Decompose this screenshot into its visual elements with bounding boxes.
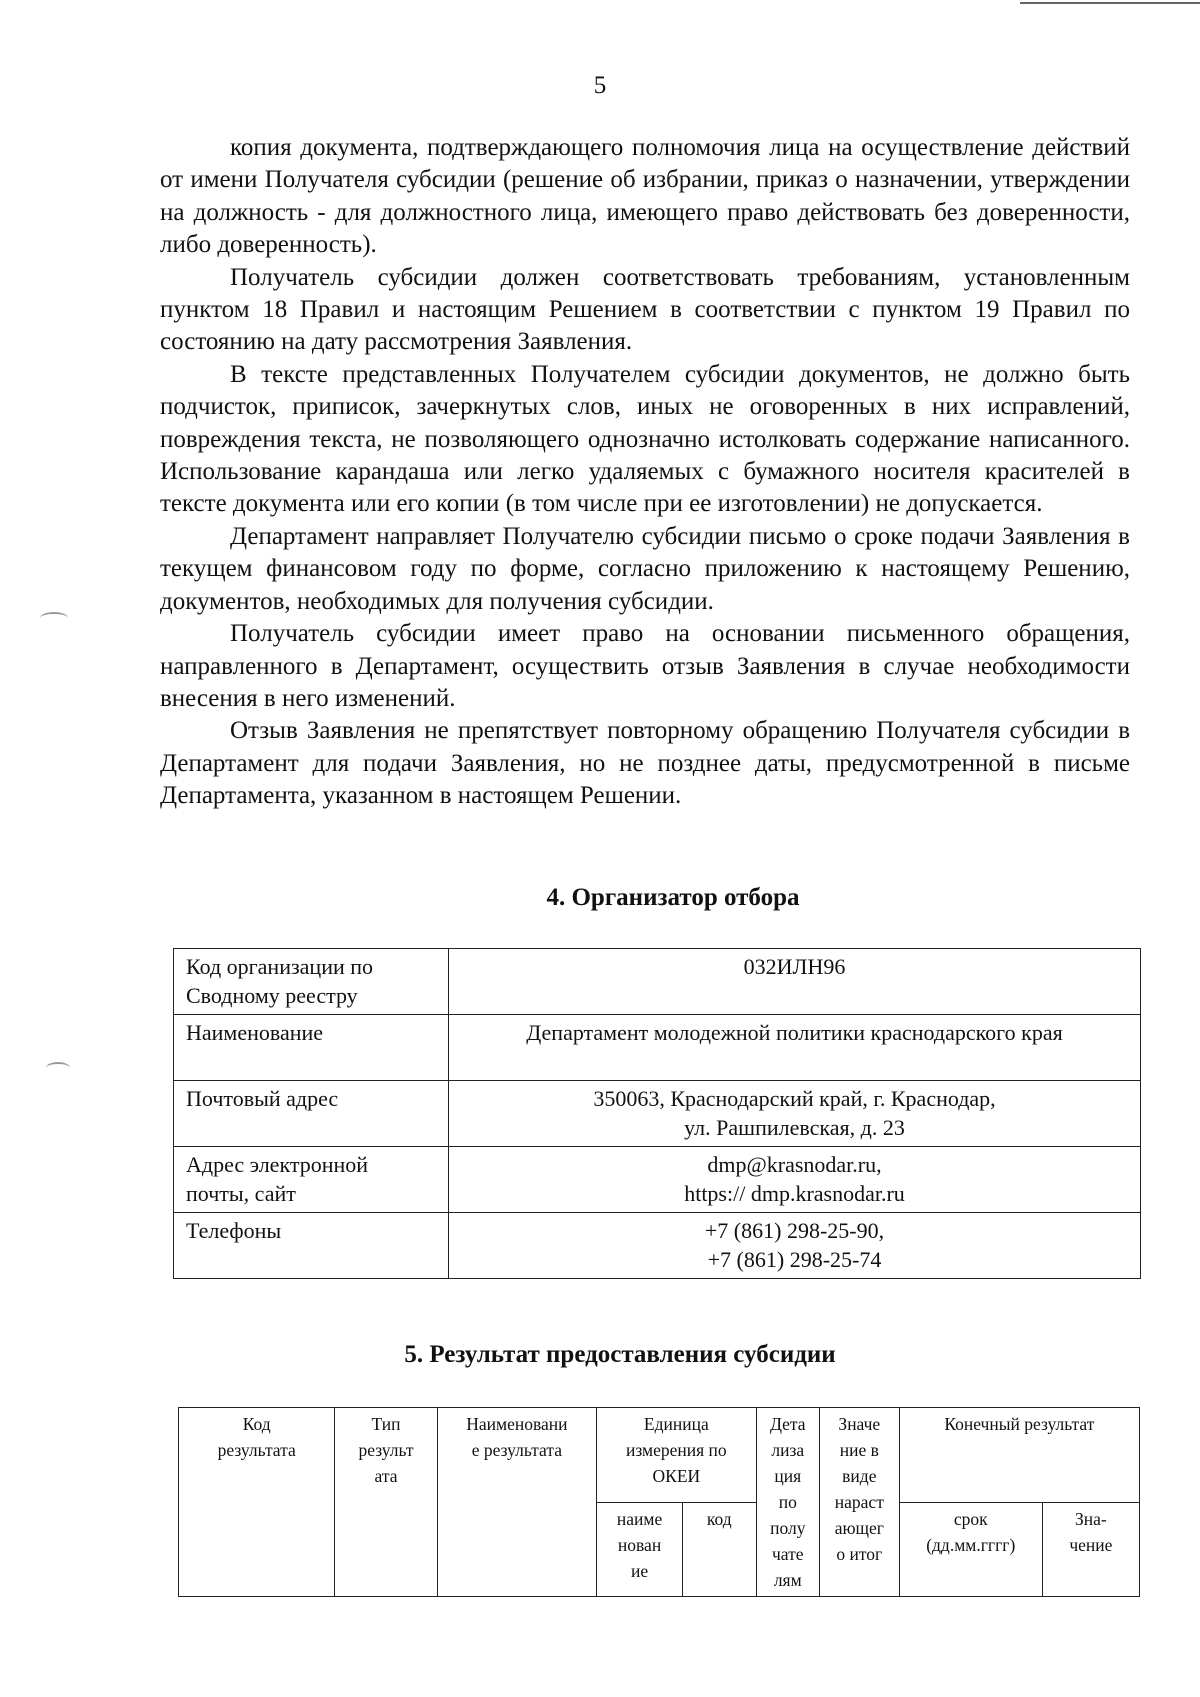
paragraph: Получатель субсидии имеет право на основании письменного обращения, направленного в Департамент, осуществить отзыв Заявления в случае необходимости внесения в него изменений. (160, 620, 1130, 712)
section-title-organizer: 4. Организатор отбора (546, 884, 800, 911)
row-value: Департамент молодежной политики краснодарского края (449, 1015, 1141, 1081)
table-row (174, 949, 1141, 1015)
table-row (174, 1147, 1141, 1213)
header-unit: Единица измерения по ОКЕИ (597, 1408, 756, 1503)
section-title-result: 5. Результат предоставления субсидии (404, 1341, 836, 1368)
header-cumulative: Значе ние в виде нараст ающег о итог (819, 1408, 899, 1597)
header-final-result: Конечный результат (899, 1408, 1139, 1503)
table-row (174, 1213, 1141, 1279)
scan-edge-line (1020, 2, 1200, 4)
header-name: Наименовани е результата (437, 1408, 596, 1597)
organizer-table (173, 948, 1141, 1279)
row-label: Почтовый адрес (174, 1081, 449, 1147)
paragraph: Получатель субсидии должен соответствовать требованиям, установленным пунктом 18 Правил и настоящим Решением в соответствии с пунктом 19 Правил по состоянию на дату рассмотрения Заявления. (160, 263, 1130, 356)
scan-mark (40, 612, 68, 624)
table-row (174, 1015, 1141, 1081)
header-code: Код результата (179, 1408, 335, 1597)
header-type: Тип результ ата (335, 1408, 437, 1597)
page-number: 5 (593, 72, 607, 99)
paragraph: копия документа, подтверждающего полномочия лица на осуществление действий от имени Получателя субсидии (решение об избрании, приказ о назначении, утверждении на должность - для должностного лица, имеющего право действовать без доверенности, либо доверенность). (160, 134, 1130, 259)
row-label: Наименование (174, 1015, 449, 1081)
paragraph: В тексте представленных Получателем субсидии документов, не должно быть подчисток, приписок, зачеркнутых слов, иных не оговоренных в них исправлений, повреждения текста, не позволяющего однозначно истолковать содержание написанного. Использование карандаша или легко удаляемых с бумажного носителя красителей в тексте документа или его копии (в том числе при ее изготовлении) не допускается. (160, 360, 1130, 518)
row-value: +7 (861) 298-25-90, +7 (861) 298-25-74 (449, 1213, 1141, 1279)
row-value: 032ИЛН96 (449, 949, 1141, 1015)
header-unit-name: наиме нован ие (597, 1502, 683, 1597)
scan-mark (46, 1062, 70, 1074)
table-header-row (179, 1408, 1140, 1503)
result-table (178, 1407, 1140, 1597)
table-row (174, 1081, 1141, 1147)
row-value: dmp@krasnodar.ru, https:// dmp.krasnodar.ru (449, 1147, 1141, 1213)
header-detail: Дета лиза ция по полу чате лям (756, 1408, 819, 1597)
header-final-term: срок (дд.мм.гггг) (899, 1502, 1042, 1597)
body-text (160, 132, 1130, 813)
header-unit-code: код (682, 1502, 756, 1597)
row-label: Адрес электронной почты, сайт (174, 1147, 449, 1213)
row-label: Код организации по Сводному реестру (174, 949, 449, 1015)
row-value: 350063, Краснодарский край, г. Краснодар, ул. Рашпилевская, д. 23 (449, 1081, 1141, 1147)
paragraph: Отзыв Заявления не препятствует повторному обращению Получателя субсидии в Департамент для подачи Заявления, но не позднее даты, предусмотренной в письме Департамента, указанном в настоящем Решении. (160, 717, 1130, 810)
row-label: Телефоны (174, 1213, 449, 1279)
header-final-value: Зна- чение (1042, 1502, 1139, 1597)
paragraph: Департамент направляет Получателю субсидии письмо о сроке подачи Заявления в текущем финансовом году по форме, согласно приложению к настоящему Решению, документов, необходимых для получения субсидии. (160, 522, 1130, 615)
